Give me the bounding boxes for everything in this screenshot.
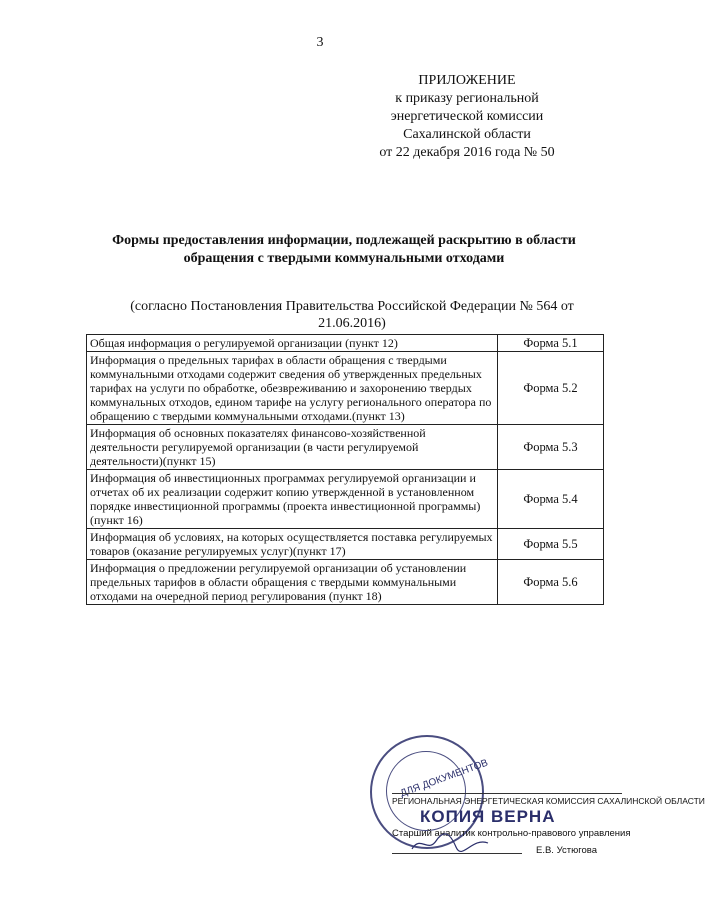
row-form: Форма 5.4	[498, 470, 604, 529]
row-description: Информация о предложении регулируемой организации об установлении предельных тарифов в области обращения с твердыми коммунальными отходами на очередной период регулирования (пункт 18)	[87, 560, 498, 605]
signature-line	[392, 853, 522, 854]
signer-name: Е.В. Устюгова	[536, 845, 597, 856]
basis-line: (согласно Постановления Правительства Российской Федерации № 564 от	[130, 299, 574, 314]
table-row	[87, 470, 604, 529]
legal-basis	[92, 298, 612, 332]
appendix-line: энергетической комиссии	[390, 109, 544, 124]
appendix-header	[360, 72, 574, 162]
title-line: обращения с твердыми коммунальными отходами	[183, 251, 505, 266]
appendix-line: ПРИЛОЖЕНИЕ	[418, 73, 516, 88]
row-description: Информация об условиях, на которых осуществляется поставка регулируемых товаров (оказание регулируемых услуг)(пункт 17)	[87, 529, 498, 560]
row-description: Информация об инвестиционных программах регулируемой организации и отчетах об их реализации содержит копию утвержденной в установленном порядке инвестиционной программы (проекта инвестиционной программы)(пункт 16)	[87, 470, 498, 529]
stamp-organization: РЕГИОНАЛЬНАЯ ЭНЕРГЕТИЧЕСКАЯ КОМИССИЯ САХАЛИНСКОЙ ОБЛАСТИ	[392, 793, 622, 806]
basis-line: 21.06.2016)	[318, 316, 386, 331]
title-line: Формы предоставления информации, подлежащей раскрытию в области	[112, 233, 576, 248]
row-form: Форма 5.5	[498, 529, 604, 560]
forms-table	[86, 334, 604, 605]
row-form: Форма 5.2	[498, 352, 604, 425]
certification-stamp	[350, 735, 705, 865]
table-row	[87, 335, 604, 352]
appendix-line: к приказу региональной	[395, 91, 539, 106]
copy-true-label: КОПИЯ ВЕРНА	[420, 807, 556, 826]
row-description: Информация о предельных тарифах в области обращения с твердыми коммунальными отходами содержит сведения об утвержденных предельных тарифах на услуги по обработке, обезвреживанию и захоронению твердых коммунальных отходов, едином тарифе на услугу регионального оператора по обращению с твердыми коммунальными отходами.(пункт 13)	[87, 352, 498, 425]
appendix-line: Сахалинской области	[403, 127, 531, 142]
table-row	[87, 529, 604, 560]
row-description: Общая информация о регулируемой организации (пункт 12)	[87, 335, 498, 352]
signature-scribble	[410, 831, 490, 855]
row-form: Форма 5.6	[498, 560, 604, 605]
row-form: Форма 5.3	[498, 425, 604, 470]
row-description: Информация об основных показателях финансово-хозяйственной деятельности регулируемой организации (в части регулируемой деятельности)(пункт 15)	[87, 425, 498, 470]
table-row	[87, 425, 604, 470]
appendix-line: от 22 декабря 2016 года № 50	[379, 145, 555, 160]
page-number: 3	[316, 35, 324, 50]
table-row	[87, 560, 604, 605]
docs-stamp-label: ДЛЯ ДОКУМЕНТОВ	[398, 757, 490, 800]
row-form: Форма 5.1	[498, 335, 604, 352]
stamp-position: Старший аналитик контрольно-правового управления	[392, 828, 631, 839]
table-row	[87, 352, 604, 425]
document-title	[90, 232, 598, 268]
